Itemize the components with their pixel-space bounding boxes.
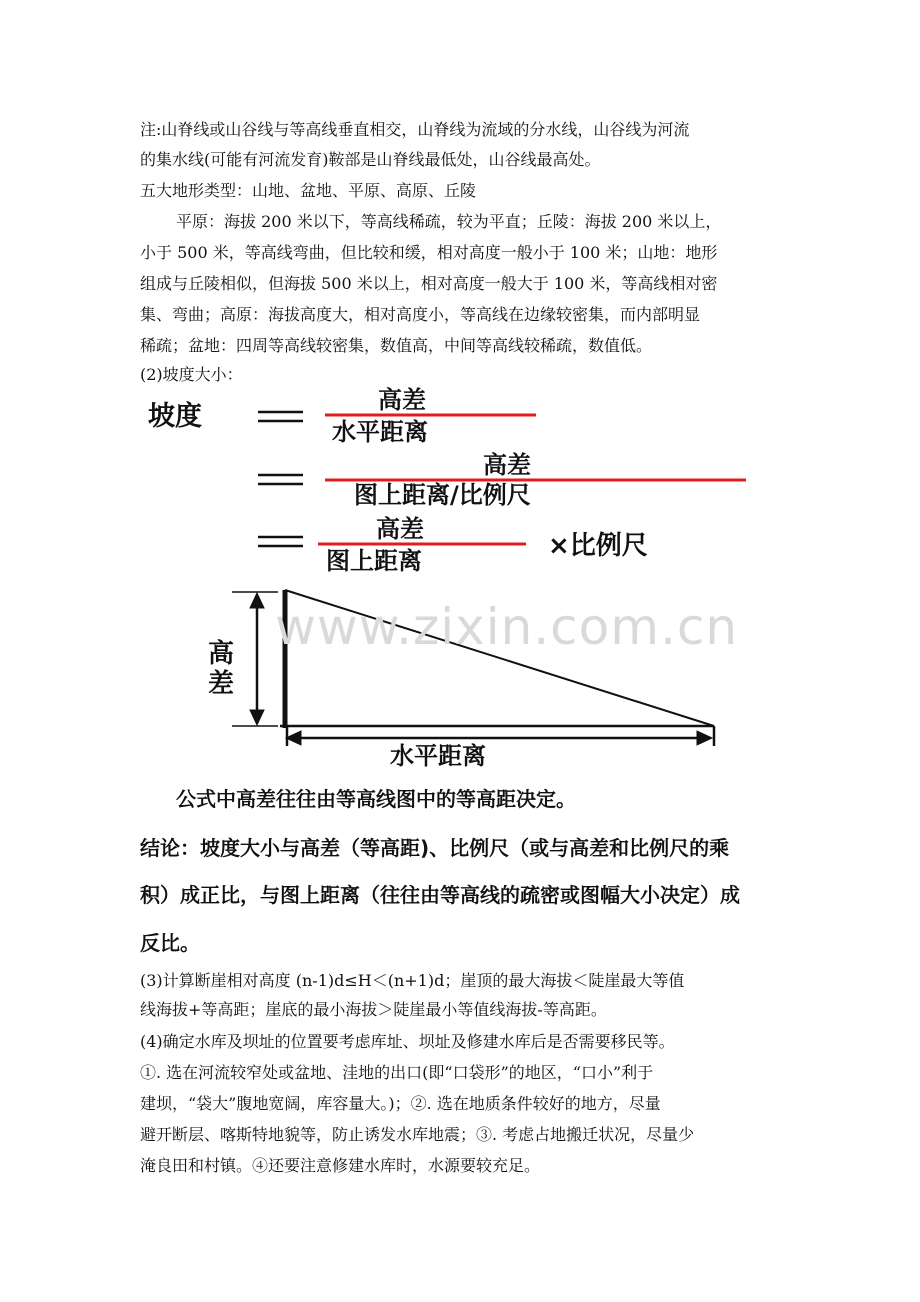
slope-label: 坡度	[148, 401, 202, 432]
landform-desc-line-5: 稀疏；盆地：四周等高线较密集，数值高，中间等高线较稀疏，数值低。	[140, 336, 653, 355]
equals-sign-1	[258, 412, 303, 421]
numerator-2: 高差	[483, 451, 531, 479]
slope-formula-diagram	[0, 380, 920, 780]
denominator-2: 图上距离/比例尺	[354, 481, 531, 509]
formula-note: 公式中高差往往由等高线图中的等高距决定。	[176, 787, 576, 811]
numerator-1: 高差	[378, 386, 426, 414]
landform-desc-line-1: 平原：海拔 200 米以下，等高线稀疏，较为平直；丘陵：海拔 200 米以上，	[176, 212, 722, 231]
times-scale: ×比例尺	[548, 531, 648, 561]
conclusion-line-2: 积）成正比，与图上距离（往往由等高线的疏密或图幅大小决定）成	[140, 883, 740, 907]
base-arrow	[286, 726, 714, 746]
landform-desc-line-4: 集、弯曲；高原：海拔高度大，相对高度小，等高线在边缘较密集，而内部明显	[140, 305, 701, 324]
denominator-1: 水平距离	[332, 418, 428, 446]
cliff-line-1: (3)计算断崖相对高度 (n-1)d≤H＜(n+1)d；崖顶的最大海拔＜陡崖最大等值	[140, 971, 685, 990]
watermark: www.zixin.com.cn	[275, 598, 739, 656]
landform-types-heading: 五大地形类型：山地、盆地、平原、高原、丘陵	[140, 181, 477, 200]
denominator-3: 图上距离	[326, 547, 422, 575]
reservoir-line-5: 淹良田和村镇。④还要注意修建水库时，水源要较充足。	[140, 1156, 541, 1175]
reservoir-line-1: (4)确定水库及坝址的位置要考虑库址、坝址及修建水库后是否需要移民等。	[140, 1032, 675, 1051]
conclusion-line-1: 结论：坡度大小与高差（等高距)、比例尺（或与高差和比例尺的乘	[140, 836, 730, 860]
landform-desc-line-3: 组成与丘陵相似，但海拔 500 米以上，相对高度一般大于 100 米，等高线相对密	[140, 274, 718, 293]
conclusion-line-3: 反比。	[140, 931, 200, 955]
landform-desc-line-2: 小于 500 米，等高线弯曲，但比较和缓，相对高度一般小于 100 米；山地：地形	[140, 243, 718, 262]
reservoir-line-4: 避开断层、喀斯特地貌等，防止诱发水库地震；③. 考虑占地搬迁状况，尽量少	[140, 1125, 695, 1144]
slope-heading: (2)坡度大小：	[140, 365, 243, 384]
numerator-3: 高差	[376, 515, 424, 543]
equals-sign-3	[258, 537, 303, 546]
equals-sign-2	[258, 475, 303, 484]
note-line-2: 的集水线(可能有河流发育)鞍部是山脊线最低处，山谷线最高处。	[140, 150, 601, 169]
height-label-bottom: 差	[208, 669, 235, 699]
reservoir-line-2: ①. 选在河流较窄处或盆地、洼地的出口(即“口袋形”的地区，“口小”利于	[140, 1063, 654, 1082]
reservoir-line-3: 建坝，“袋大”腹地宽阔，库容量大。)；②. 选在地质条件较好的地方，尽量	[140, 1094, 661, 1113]
cliff-line-2: 线海拔+等高距；崖底的最小海拔＞陡崖最小等值线海拔-等高距。	[140, 1000, 607, 1019]
height-label-top: 高	[208, 639, 235, 669]
base-label: 水平距离	[390, 742, 486, 770]
height-arrow	[232, 592, 278, 726]
note-line-1: 注:山脊线或山谷线与等高线垂直相交，山脊线为流域的分水线，山谷线为河流	[140, 120, 690, 139]
